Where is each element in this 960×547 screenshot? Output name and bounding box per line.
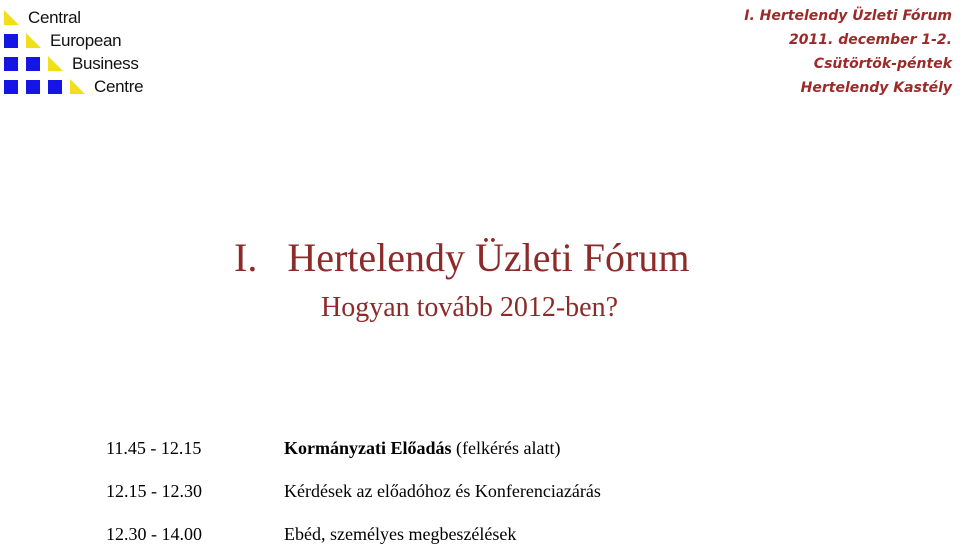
agenda-row <box>0 436 960 460</box>
page-subtitle: Hogyan tovább 2012-ben? <box>321 292 619 323</box>
logo-row-centre <box>4 77 174 97</box>
event-days: Csütörtök-péntek <box>813 56 952 72</box>
agenda-text-regular: Kérdések az előadóhoz és Konferenciazárás <box>284 481 601 501</box>
agenda-text <box>284 479 601 503</box>
logo-square-icon <box>4 80 18 94</box>
logo-row-business <box>4 54 174 74</box>
agenda-text-regular: (felkérés alatt) <box>451 438 561 458</box>
logo-square-icon <box>26 80 40 94</box>
logo-word-central: Central <box>28 8 81 27</box>
event-title: I. Hertelendy Üzleti Fórum <box>744 8 952 24</box>
agenda-row <box>0 479 960 503</box>
logo-square-icon <box>4 57 18 71</box>
agenda-time: 12.30 - 14.00 <box>106 524 202 544</box>
logo-triangle-icon <box>4 10 19 25</box>
logo-row-central <box>4 8 174 28</box>
logo-word-centre: Centre <box>94 77 144 96</box>
title-roman-numeral: I. <box>234 235 258 280</box>
agenda-text <box>284 522 516 546</box>
logo-square-icon <box>48 80 62 94</box>
logo-triangle-icon <box>70 79 85 94</box>
agenda-time: 12.15 - 12.30 <box>106 481 202 501</box>
title-text: Hertelendy Üzleti Fórum <box>287 235 690 280</box>
agenda-text-regular: Ebéd, személyes megbeszélések <box>284 524 517 544</box>
agenda-text-bold: Kormányzati Előadás <box>284 438 452 458</box>
cebc-logo <box>4 8 174 100</box>
logo-square-icon <box>4 34 18 48</box>
agenda-time: 11.45 - 12.15 <box>106 438 202 458</box>
event-venue: Hertelendy Kastély <box>800 80 952 96</box>
logo-triangle-icon <box>26 33 41 48</box>
event-date: 2011. december 1-2. <box>789 32 952 48</box>
logo-word-european: European <box>50 31 122 50</box>
logo-triangle-icon <box>48 56 63 71</box>
logo-row-european <box>4 31 174 51</box>
page-title <box>234 234 689 282</box>
agenda-row <box>0 522 960 546</box>
logo-square-icon <box>26 57 40 71</box>
event-info <box>744 4 952 100</box>
logo-word-business: Business <box>72 54 139 73</box>
agenda-text <box>284 436 560 460</box>
